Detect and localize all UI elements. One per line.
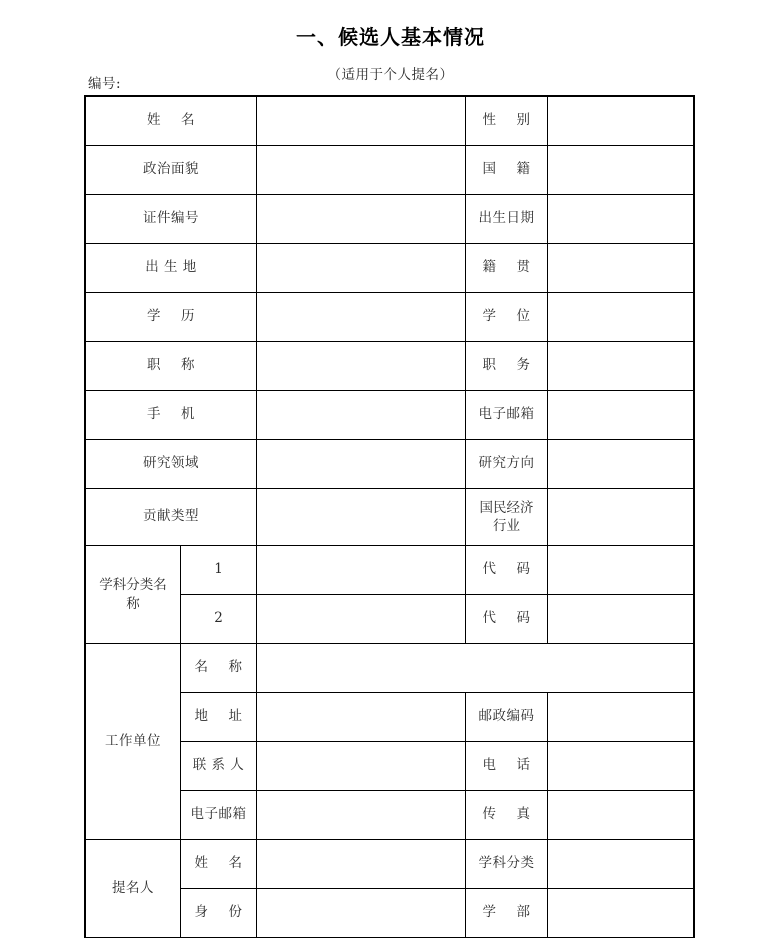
field-label-political-status: [86, 146, 257, 195]
field-label-degree: [466, 293, 548, 342]
table-row: [86, 195, 694, 244]
label-text: 贡献类型: [143, 508, 199, 525]
label-text: 电: [482, 757, 497, 774]
field-label-birth-place: [86, 244, 257, 293]
discipline-code-value-2[interactable]: [548, 595, 694, 644]
field-label-professional-title: [86, 342, 257, 391]
label-text: 学: [482, 308, 497, 325]
label-text: 机: [181, 406, 195, 423]
field-value-education[interactable]: [257, 293, 466, 342]
work-unit-label-fax: [466, 791, 548, 840]
label-text: 证件编号: [143, 210, 199, 227]
discipline-index-1: 1: [181, 546, 257, 595]
label-text: 学科分类名: [99, 577, 167, 594]
work-unit-label-postcode: [466, 693, 548, 742]
work-unit-label-name: [181, 644, 257, 693]
nominator-value-discipline[interactable]: [548, 840, 694, 889]
table-row: [86, 644, 694, 693]
nominator-value-name[interactable]: [257, 840, 466, 889]
label-text: 份: [228, 904, 243, 921]
work-unit-label-phone: [466, 742, 548, 791]
discipline-code-value-1[interactable]: [548, 546, 694, 595]
work-unit-value-contact-person[interactable]: [257, 742, 466, 791]
table-row: [86, 146, 694, 195]
label-text: 手: [147, 406, 161, 423]
label-text: 研究方向: [478, 455, 535, 472]
field-label-name: [86, 97, 257, 146]
label-text: 研究领域: [143, 455, 199, 472]
nominator-label-identity: [181, 889, 257, 938]
field-label-id-number: [86, 195, 257, 244]
label-text: 称: [181, 357, 195, 374]
label-text: 务: [516, 357, 531, 374]
table-row: [86, 440, 694, 489]
label-text: 话: [516, 757, 531, 774]
label-text: 国民经济: [479, 499, 534, 516]
field-value-mobile[interactable]: [257, 391, 466, 440]
work-unit-value-postcode[interactable]: [548, 693, 694, 742]
field-value-position[interactable]: [548, 342, 694, 391]
discipline-code-label-1: [466, 546, 548, 595]
label-text: 政治面貌: [143, 161, 199, 178]
field-label-position: [466, 342, 548, 391]
field-label-native-place: [466, 244, 548, 293]
field-label-research-direction: [466, 440, 548, 489]
work-unit-value-name[interactable]: [257, 644, 694, 693]
label-text: 历: [181, 308, 195, 325]
work-unit-value-fax[interactable]: [548, 791, 694, 840]
label-text: 部: [516, 904, 531, 921]
nominator-label-name: [181, 840, 257, 889]
table-row: [86, 244, 694, 293]
label-text: 地: [194, 708, 209, 725]
discipline-name-value-2[interactable]: [257, 595, 466, 644]
work-unit-label-address: [181, 693, 257, 742]
label-text: 学: [147, 308, 161, 325]
label-text: 称: [228, 659, 243, 676]
nominator-label-discipline: [466, 840, 548, 889]
field-label-nationality: [466, 146, 548, 195]
page-subtitle: （适用于个人提名）: [327, 67, 454, 83]
field-label-education: [86, 293, 257, 342]
label-text: 名: [181, 112, 195, 129]
table-row: [86, 342, 694, 391]
field-label-national-economy-industry: [466, 489, 548, 546]
label-text: 出生日期: [478, 210, 535, 227]
label-text: 电子邮箱: [190, 806, 247, 823]
table-row: [86, 391, 694, 440]
table-row: [86, 840, 694, 889]
field-label-birth-date: [466, 195, 548, 244]
nominator-label-department: [466, 889, 548, 938]
discipline-code-label-2: [466, 595, 548, 644]
field-label-gender: [466, 97, 548, 146]
page-title: 一、候选人基本情况: [296, 25, 485, 49]
work-unit-value-email[interactable]: [257, 791, 466, 840]
candidate-basic-info-table: [85, 96, 694, 938]
work-unit-value-phone[interactable]: [548, 742, 694, 791]
table-row: [86, 97, 694, 146]
label-text: 称: [126, 595, 140, 612]
field-value-native-place[interactable]: [548, 244, 694, 293]
label-text: 职: [147, 357, 161, 374]
field-label-research-field: [86, 440, 257, 489]
label-text: 址: [228, 708, 243, 725]
discipline-index-2: 2: [181, 595, 257, 644]
label-text: 身: [194, 904, 209, 921]
label-text: 代: [482, 561, 497, 578]
label-text: 邮政编码: [478, 708, 535, 725]
nominator-value-identity[interactable]: [257, 889, 466, 938]
label-text: 出 生 地: [145, 259, 197, 276]
field-value-research-field[interactable]: [257, 440, 466, 489]
table-row: [86, 489, 694, 546]
label-text: 籍: [516, 161, 531, 178]
label-text: 工作单位: [105, 732, 161, 749]
field-value-professional-title[interactable]: [257, 342, 466, 391]
label-text: 姓: [147, 112, 161, 129]
label-text: 姓: [194, 855, 209, 872]
field-label-nominator: [86, 840, 181, 938]
label-text: 电子邮箱: [478, 406, 535, 423]
label-text: 职: [482, 357, 497, 374]
work-unit-label-contact-person: [181, 742, 257, 791]
label-text: 籍: [482, 259, 497, 276]
field-value-email[interactable]: [548, 391, 694, 440]
field-value-political-status[interactable]: [257, 146, 466, 195]
label-text: 学: [482, 904, 497, 921]
nominator-value-department[interactable]: [548, 889, 694, 938]
field-label-work-unit: [86, 644, 181, 840]
label-text: 联 系 人: [192, 757, 245, 774]
field-value-nationality[interactable]: [548, 146, 694, 195]
label-text: 国: [482, 161, 497, 178]
field-label-email: [466, 391, 548, 440]
label-text: 传: [482, 806, 497, 823]
field-value-research-direction[interactable]: [548, 440, 694, 489]
label-text: 名: [194, 659, 209, 676]
label-text: 名: [228, 855, 243, 872]
table-row: [86, 293, 694, 342]
work-unit-value-address[interactable]: [257, 693, 466, 742]
label-text: 真: [516, 806, 531, 823]
field-label-mobile: [86, 391, 257, 440]
label-text: 提名人: [112, 879, 154, 896]
field-value-national-economy-industry[interactable]: [548, 489, 694, 546]
label-text: 代: [482, 610, 497, 627]
field-value-degree[interactable]: [548, 293, 694, 342]
serial-number-label: 编号:: [88, 76, 122, 92]
field-label-discipline-category: [86, 546, 181, 644]
label-text: 行业: [493, 518, 520, 534]
label-text: 别: [516, 112, 531, 129]
label-text: 性: [482, 112, 497, 129]
field-value-name[interactable]: [257, 97, 466, 146]
label-text: 贯: [516, 259, 531, 276]
work-unit-label-email: [181, 791, 257, 840]
discipline-name-value-1[interactable]: [257, 546, 466, 595]
field-value-birth-date[interactable]: [548, 195, 694, 244]
table-row: [86, 546, 694, 595]
field-value-id-number[interactable]: [257, 195, 466, 244]
field-label-contribution-type: [86, 489, 257, 546]
label-text: 学科分类: [478, 855, 535, 872]
label-text: 位: [516, 308, 531, 325]
label-text: 码: [516, 610, 531, 627]
label-text: 码: [516, 561, 531, 578]
field-value-birth-place[interactable]: [257, 244, 466, 293]
field-value-contribution-type[interactable]: [257, 489, 466, 546]
field-value-gender[interactable]: [548, 97, 694, 146]
